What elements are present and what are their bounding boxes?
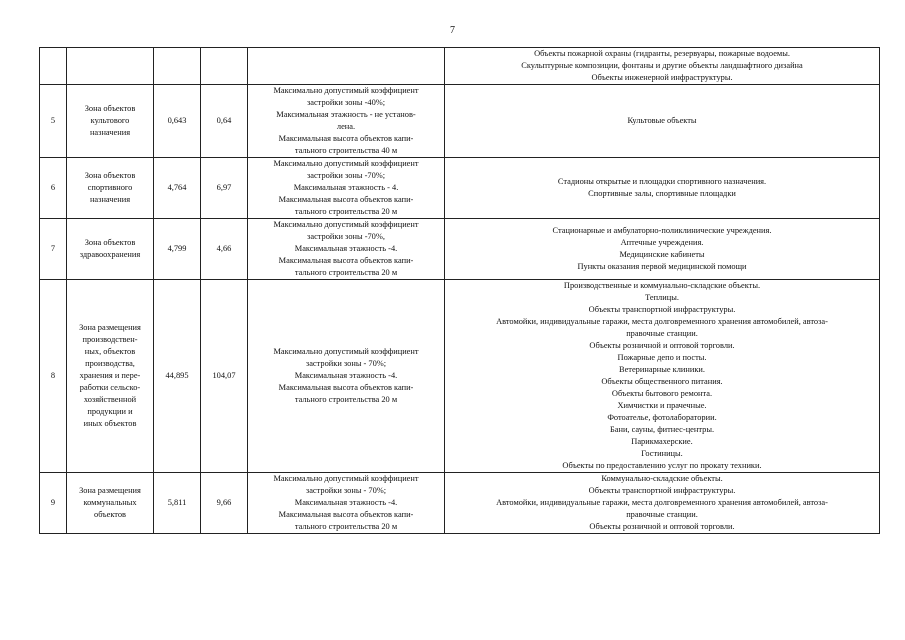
permitted-object-line: Скульптурные композиции, фонтаны и другие объекты ландшафтного дизайна	[521, 61, 803, 70]
table-row	[40, 85, 880, 158]
permitted-object-line: Производственные и коммунально-складские объекты.	[563, 281, 761, 290]
area-cell-2: 0,64	[201, 85, 248, 158]
permitted-object-line: Объекты инженерной инфраструктуры.	[591, 73, 733, 82]
parameter-lines	[250, 85, 442, 157]
parameter-line: застройки зоны -40%;	[306, 98, 386, 107]
permitted-object-line: Стадионы открытые и площадки спортивного назначения.	[557, 177, 767, 186]
permitted-object-line: Объекты розничной и оптовой торговли.	[589, 341, 735, 350]
area-cell-2	[201, 48, 248, 85]
zone-name-lines	[69, 170, 151, 206]
parameter-line: тального строительства 20 м	[294, 395, 398, 404]
area-cell-1: 0,643	[154, 85, 201, 158]
parameter-line: Максимальная этажность - не установ-	[276, 110, 416, 119]
permitted-object-line: Автомойки, индивидуальные гаражи, места долговременного хранения автомобилей, автоза-	[496, 498, 828, 507]
parameter-line: Максимальная высота объектов капи-	[278, 195, 414, 204]
table-row	[40, 48, 880, 85]
parameter-line: застройки зоны -70%,	[307, 232, 385, 241]
permitted-objects-cell	[445, 85, 880, 158]
permitted-object-line: Теплицы.	[645, 293, 679, 302]
parameter-line: Максимально допустимый коэффициент	[273, 159, 419, 168]
permitted-object-line: Стационарные и амбулаторно-поликлинические учреждения.	[552, 226, 772, 235]
permitted-object-line: Гостиницы.	[641, 449, 683, 458]
parameter-line: Максимально допустимый коэффициент	[273, 347, 419, 356]
parameter-line: Максимально допустимый коэффициент	[273, 474, 419, 483]
parameter-line: Максимальная высота объектов капи-	[278, 134, 414, 143]
zone-name-line: иных объектов	[83, 419, 137, 428]
zone-name-line: работки сельско-	[79, 383, 141, 392]
permitted-object-lines	[447, 473, 877, 533]
parameters-cell	[248, 85, 445, 158]
parameter-line: Максимальная этажность -4.	[294, 244, 398, 253]
parameter-line: Максимальная этажность - 4.	[293, 183, 399, 192]
row-number-cell: 8	[40, 280, 67, 473]
zone-name-line: производствен-	[82, 335, 138, 344]
permitted-object-line: Объекты бытового ремонта.	[611, 389, 713, 398]
permitted-object-line: Ветеринарные клиники.	[619, 365, 705, 374]
parameter-line: Максимальная высота объектов капи-	[278, 256, 414, 265]
area-cell-1	[154, 48, 201, 85]
permitted-object-line: Объекты общественного питания.	[601, 377, 723, 386]
permitted-object-line: Культовые объекты	[627, 116, 697, 125]
parameter-line: Максимально допустимый коэффициент	[273, 220, 419, 229]
parameter-line: лена.	[336, 122, 356, 131]
zones-table	[39, 47, 880, 534]
area-cell-2: 104,07	[201, 280, 248, 473]
zone-name-line: хранения и пере-	[79, 371, 141, 380]
permitted-objects-cell	[445, 48, 880, 85]
parameter-lines	[250, 473, 442, 533]
zone-name-cell	[67, 85, 154, 158]
zones-table-body	[40, 48, 880, 534]
parameter-line: застройки зоны - 70%;	[305, 486, 387, 495]
permitted-object-line: Объекты транспортной инфраструктуры.	[588, 305, 736, 314]
zone-name-line: объектов	[94, 510, 126, 519]
permitted-object-line: Коммунально-складские объекты.	[601, 474, 723, 483]
parameter-line: Максимальная высота объектов капи-	[278, 510, 414, 519]
parameter-line: тального строительства 20 м	[294, 522, 398, 531]
parameters-cell	[248, 473, 445, 534]
area-cell-1: 5,811	[154, 473, 201, 534]
table-row	[40, 219, 880, 280]
area-cell-1: 44,895	[154, 280, 201, 473]
zone-name-cell	[67, 158, 154, 219]
permitted-object-line: Объекты розничной и оптовой торговли.	[589, 522, 735, 531]
area-cell-2: 4,66	[201, 219, 248, 280]
parameter-line: тального строительства 20 м	[294, 268, 398, 277]
area-cell-2: 6,97	[201, 158, 248, 219]
parameter-line: тального строительства 40 м	[294, 146, 398, 155]
zone-name-cell	[67, 280, 154, 473]
permitted-object-lines	[447, 115, 877, 127]
parameters-cell	[248, 48, 445, 85]
parameter-lines	[250, 219, 442, 279]
parameter-line: застройки зоны - 70%;	[305, 359, 387, 368]
parameter-lines	[250, 346, 442, 406]
area-cell-1: 4,764	[154, 158, 201, 219]
area-cell-2: 9,66	[201, 473, 248, 534]
zone-name-line: культового	[90, 116, 130, 125]
zone-name-line: назначения	[89, 128, 131, 137]
permitted-object-line: Бани, сауны, фитнес-центры.	[609, 425, 715, 434]
parameters-cell	[248, 158, 445, 219]
parameters-cell	[248, 219, 445, 280]
permitted-object-line: правочные станции.	[626, 329, 698, 338]
parameter-line: Максимальная этажность -4.	[294, 498, 398, 507]
zone-name-line: Зона размещения	[79, 486, 141, 495]
permitted-object-line: Пункты оказания первой медицинской помощи	[577, 262, 747, 271]
zone-name-line: спортивного	[87, 183, 133, 192]
permitted-object-line: Пожарные депо и посты.	[617, 353, 707, 362]
page-number: 7	[450, 25, 455, 36]
zone-name-lines	[69, 322, 151, 430]
permitted-object-line: правочные станции.	[626, 510, 698, 519]
permitted-object-lines	[447, 225, 877, 273]
row-number-cell: 7	[40, 219, 67, 280]
permitted-object-line: Автомойки, индивидуальные гаражи, места долговременного хранения автомобилей, автоза-	[496, 317, 828, 326]
permitted-object-line: Объекты транспортной инфраструктуры.	[588, 486, 736, 495]
permitted-object-line: Спортивные залы, спортивные площадки	[588, 189, 736, 198]
permitted-objects-cell	[445, 473, 880, 534]
table-row	[40, 280, 880, 473]
permitted-object-line: Химчистки и прачечные.	[617, 401, 707, 410]
zone-name-lines	[69, 103, 151, 139]
table-row	[40, 158, 880, 219]
parameter-lines	[250, 158, 442, 218]
zone-name-line: здравоохранения	[79, 250, 141, 259]
parameter-line: застройки зоны -70%;	[306, 171, 386, 180]
zone-name-line: производства,	[85, 359, 135, 368]
permitted-object-line: Парикмахерские.	[631, 437, 693, 446]
permitted-object-lines	[447, 280, 877, 472]
zone-name-line: продукции и	[87, 407, 133, 416]
row-number-cell: 9	[40, 473, 67, 534]
zone-name-line: Зона объектов	[84, 104, 136, 113]
zone-name-lines	[69, 485, 151, 521]
permitted-objects-cell	[445, 219, 880, 280]
parameter-line: Максимальная высота объектов капи-	[278, 383, 414, 392]
permitted-object-lines	[447, 48, 877, 84]
permitted-object-line: Объекты пожарной охраны (гидранты, резервуары, пожарные водоемы.	[534, 49, 790, 58]
zone-name-line: назначения	[89, 195, 131, 204]
permitted-object-lines	[447, 176, 877, 200]
permitted-objects-cell	[445, 158, 880, 219]
area-cell-1: 4,799	[154, 219, 201, 280]
zone-name-cell	[67, 219, 154, 280]
permitted-object-line: Фотоателье, фотолаборатории.	[607, 413, 717, 422]
row-number-cell	[40, 48, 67, 85]
permitted-object-line: Аптечные учреждения.	[620, 238, 704, 247]
table-row	[40, 473, 880, 534]
permitted-objects-cell	[445, 280, 880, 473]
zone-name-line: коммунальных	[83, 498, 137, 507]
parameter-line: Максимально допустимый коэффициент	[273, 86, 419, 95]
zone-name-cell	[67, 48, 154, 85]
zone-name-line: хозяйственной	[83, 395, 137, 404]
zone-name-line: Зона объектов	[84, 238, 136, 247]
zone-name-line: ных, объектов	[84, 347, 136, 356]
zone-name-lines	[69, 237, 151, 261]
zone-name-line: Зона размещения	[79, 323, 141, 332]
zone-name-cell	[67, 473, 154, 534]
parameter-line: Максимальная этажность -4.	[294, 371, 398, 380]
row-number-cell: 6	[40, 158, 67, 219]
permitted-object-line: Объекты по предоставлению услуг по прокату техники.	[562, 461, 762, 470]
parameters-cell	[248, 280, 445, 473]
zone-name-line: Зона объектов	[84, 171, 136, 180]
row-number-cell: 5	[40, 85, 67, 158]
permitted-object-line: Медицинские кабинеты	[619, 250, 705, 259]
parameter-line: тального строительства 20 м	[294, 207, 398, 216]
